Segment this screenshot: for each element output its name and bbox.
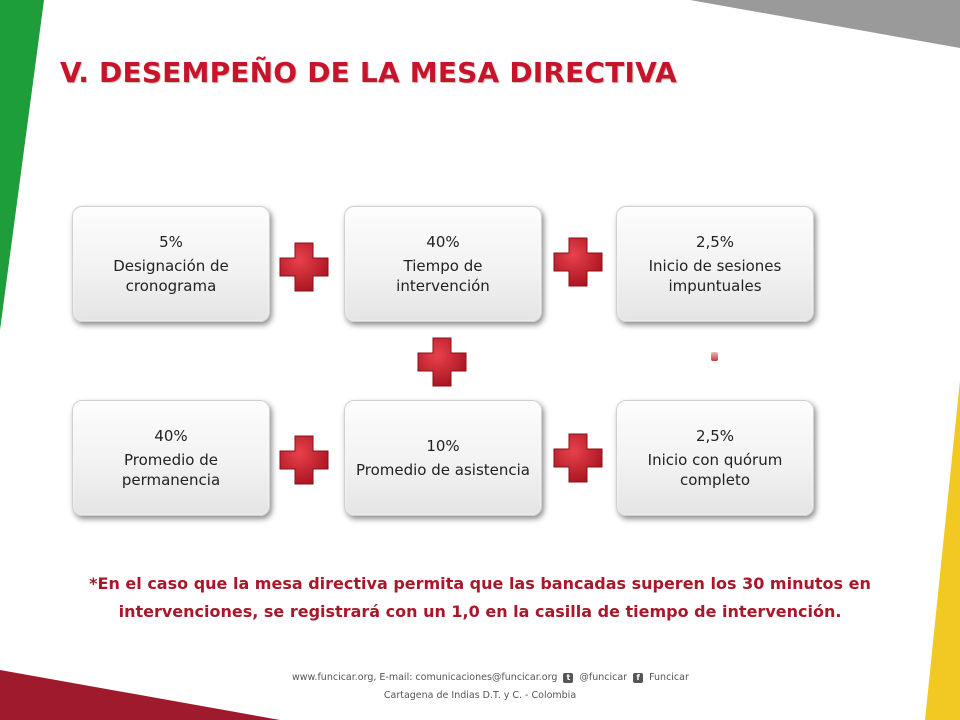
yellow-band	[925, 380, 960, 720]
plus-icon	[552, 236, 604, 288]
box-percent: 10%	[426, 437, 460, 455]
box-label: Promedio de permanencia	[121, 451, 221, 489]
gray-band	[690, 0, 960, 48]
page-title: V. DESEMPEÑO DE LA MESA DIRECTIVA	[60, 56, 678, 89]
twitter-icon: t	[563, 673, 573, 683]
plus-icon	[552, 432, 604, 484]
box-label: Designación de cronograma	[113, 257, 229, 295]
footer-contact: www.funcicar.org, E-mail: comunicaciones@funcicar.org	[292, 672, 558, 683]
box-tiempo-intervencion	[344, 206, 542, 322]
footnote: *En el caso que la mesa directiva permita que las bancadas superen los 30 minutos en intervenciones, se registrará con un 1,0 en la casilla de tiempo de intervención.	[89, 574, 871, 621]
plus-icon	[278, 241, 330, 293]
green-band	[0, 0, 44, 330]
small-marker	[711, 352, 718, 361]
box-label: Promedio de asistencia	[355, 461, 530, 479]
box-inicio-sesiones-impuntuales	[616, 206, 814, 322]
box-promedio-asistencia	[344, 400, 542, 516]
footer-twitter: @funcicar	[579, 672, 628, 683]
footer-facebook: Funcicar	[649, 672, 689, 683]
box-label: Tiempo de intervención	[396, 257, 490, 295]
box-percent: 5%	[159, 233, 183, 251]
box-designacion-cronograma	[72, 206, 270, 322]
plus-icon	[278, 434, 330, 486]
box-promedio-permanencia	[72, 400, 270, 516]
box-percent: 40%	[154, 427, 188, 445]
box-percent: 2,5%	[695, 427, 735, 445]
box-inicio-quorum-completo	[616, 400, 814, 516]
box-label: Inicio de sesiones impuntuales	[648, 257, 782, 295]
box-label: Inicio con quórum completo	[647, 451, 783, 489]
footer-location: Cartagena de Indias D.T. y C. - Colombia	[383, 690, 577, 701]
plus-icon	[416, 336, 468, 388]
facebook-icon: f	[633, 673, 643, 683]
box-percent: 2,5%	[695, 233, 735, 251]
box-percent: 40%	[426, 233, 460, 251]
footer-contact-line	[292, 672, 689, 683]
